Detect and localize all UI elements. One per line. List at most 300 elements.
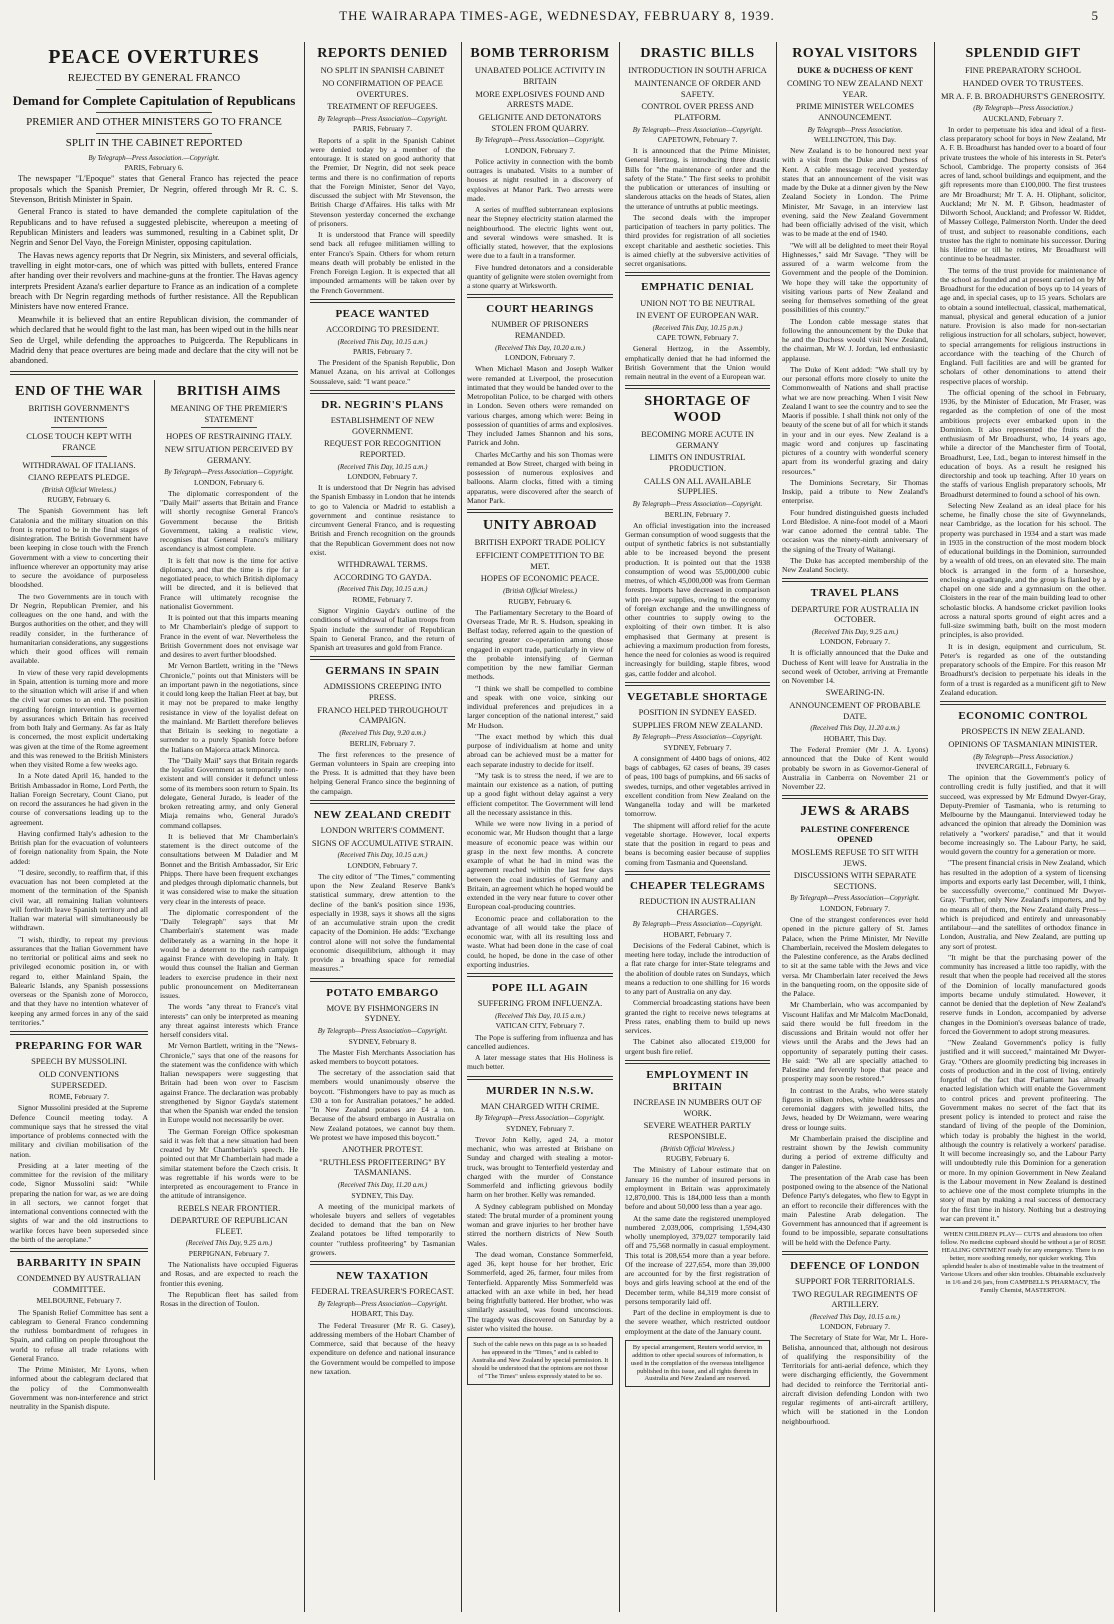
paragraph: General Hertzog, in the Assembly, emphatically denied that he had informed the British Government that the Union would remain neutral in the event of a European war.: [625, 344, 770, 382]
dateline-source: (Received This Day, 11.20 a.m.): [810, 724, 900, 733]
paragraph: "I desire, secondly, to reaffirm that, if this evacuation has not been completed at the moment of the termination of the Spanish civil war, all remaining Italian volunteers will forthwith leave Spanish territory and all Italian war material will simultaneously be withdrawn.: [10, 867, 148, 933]
dateline-source: By Telegraph—Press Association.—Copyright.: [88, 153, 220, 162]
paragraph: The Republican fleet has sailed from Rosas in the direction of Toulon.: [160, 1289, 298, 1309]
subheadline: MORE EXPLOSIVES FOUND AND ARRESTS MADE.: [475, 88, 605, 110]
paragraph: The words "any threat to France's vital interests" can only be interpreted as meaning any threat against interests which France herself considers vital.: [160, 1002, 298, 1040]
headline: ECONOMIC CONTROL: [958, 710, 1088, 723]
article-pope-ill: [467, 982, 613, 1071]
subheadline: SUFFERING FROM INFLUENZA.: [477, 998, 603, 1009]
paragraph: The dead woman, Constance Sommerfeld, aged 36, kept house for her brother, Eric Sommerfeld, aged 26, farmer, four miles from Tenterfield. Apparently Miss Sommerfeld was attacked with an axe while in bed, her head being frightfully battered. Her brother, who was similarly assaulted, was found unconscious. The tragedy was discovered on Saturday by a sister who visited the house.: [467, 1249, 613, 1333]
paragraph: "The exact method by which this dual purpose of individualism at home and unity abroad can be achieved must be a matter for each separate industry to decide for itself.: [467, 731, 613, 769]
subheadline: DUKE & DUCHESS OF KENT: [797, 65, 913, 76]
paragraph: It is understood that Dr Negrin has advised the Spanish Embassy in London that he intends to go to Valencia or Madrid to establish a government and continue resistance to circumvent General Franco, and is requesting British and French recognition on the grounds that the Republican Government does not now exist.: [310, 483, 455, 557]
dateline-place: LONDON, February 7.: [505, 145, 575, 155]
paragraph: Mr Chamberlain, who was accompanied by Viscount Halifax and Mr Malcolm MacDonald, said there would be full freedom in the discussions and Britain would not offer her views until the Arabs and the Jews had an opportunity of separately putting their cases. He said: "We all are specially attached to Palestine and fervently hope that peace and prosperity may soon be restored.": [782, 1000, 928, 1084]
dateline-place: HOBART, This Day.: [351, 1309, 414, 1319]
paragraph: Five hundred detonators and a considerable quantity of gelignite were stolen overnight from a stone quarry at Wirksworth.: [467, 262, 613, 291]
subheadline: NO CONFIRMATION OF PEACE OVERTURES.: [322, 78, 443, 99]
headline: POPE ILL AGAIN: [491, 982, 589, 995]
subheadline: WITHDRAWAL OF ITALIANS.: [22, 459, 136, 470]
paragraph: It is in design, equipment and curriculum, St. Peter's is regarded as one of the outstanding preparatory schools of the Empire. For this reason Mr Broadhurst's decision to perpetuate his ideals in the form of a trust is regarded as a munificent gift to New Zealand education.: [940, 641, 1106, 697]
article-new-taxation: [310, 1270, 455, 1376]
subheadline: POSITION IN SYDNEY EASED.: [638, 707, 757, 717]
dateline-source: (Received This Day, 10.15 p.m.): [652, 323, 743, 332]
paragraph: The city editor of "The Times," commenting upon the New Zealand Reserve Bank's statistical summary, drew attention to the decline of the bank's position since 1936, especially in 1938, says it shows all the signs of an accumulative strain upon the credit capacity of the Dominion. He adds: "Exchange control alone will not solve the fundamental economic disequilibrium, although it may provide a breathing space for remedial measures.": [310, 871, 455, 974]
dateline-source: By Telegraph—Press Association—Copyright.: [790, 894, 920, 903]
dateline-source: By Telegraph—Press Association—Copyright.: [632, 125, 763, 134]
paragraph: The Secretary of State for War, Mr L. Hore-Belisha, announced that, although not desirous of qualifying the responsibility of the Territorials for anti-aerial defence, which they were discharging efficiently, the Government had decided to reinforce the Territorial anti-aircraft division defending London with two regular regiments of anti-aircraft artillery, which will be stationed in the London neighbourhood.: [782, 1333, 928, 1426]
subheadline: COMING TO NEW ZEALAND NEXT YEAR.: [787, 78, 923, 99]
subheadline: NEW SITUATION PERCEIVED BY GERMANY.: [164, 443, 294, 465]
paragraph: It is announced that the Prime Minister, General Hertzog, is introducing three drastic Bills for "the maintenance of order and the safety of the State." The first seeks to prohibit the publication or utterances of insulting or slanderous attacks on the heads of States, alien the utterance of untruths at public meetings.: [625, 146, 770, 211]
headline: CHEAPER TELEGRAMS: [629, 879, 766, 892]
paragraph: The Master Fish Merchants Association has asked members to boycott potatoes.: [310, 1047, 455, 1066]
paragraph: While we were now living in a period of economic war, Mr Hudson thought that a large measure of economic peace was within our grasp in the next few months. A concrete example of what he had in mind was the agreement reached within the last few days between the coal industries of Germany and Britain, an agreement which he hoped would be extended in the very near future to cover other European coal-producing countries.: [467, 819, 613, 912]
subheadline: REQUEST FOR RECOGNITION REPORTED.: [324, 438, 441, 459]
subheadline: REDUCTION IN AUSTRALIAN CHARGES.: [639, 896, 756, 917]
paragraph: The Prime Minister, Mr Lyons, when informed about the cablegram declared that the policy of the Commonwealth Government was non-interference and strict neutrality in the Spanish dispute.: [10, 1365, 148, 1412]
dateline-source: (Received This Day, 10.15 a.m.): [337, 462, 428, 471]
article-preparing-for-war: [10, 1040, 148, 1244]
dateline-place: LONDON, February 7.: [347, 472, 418, 482]
dateline-place: LONDON, February 6.: [194, 477, 264, 487]
paragraph: The Ministry of Labour estimate that on January 16 the number of insured persons in employment in Britain was approximately 12,870,000. This is 184,000 less than a month before and about 50,000 less than a year ago.: [625, 1165, 770, 1212]
subheadline: FINE PREPARATORY SCHOOL: [965, 65, 1081, 76]
headline: SPLENDID GIFT: [965, 46, 1081, 61]
column-rule: [619, 42, 620, 1612]
subheadline: SIGNS OF ACCUMULATIVE STRAIN.: [311, 837, 454, 848]
subheadline: BRITISH GOVERNMENT'S INTENTIONS: [28, 403, 130, 424]
paragraph: Signor Virginio Gayda's outline of the conditions of withdrawal of Italian troops from Spain include the surrender of Republican Spain to General Franco, and the return of Spanish art treasures and gold from France.: [310, 606, 455, 653]
subheadline: NO SPLIT IN SPANISH CABINET: [320, 65, 445, 76]
dateline-place: PARIS, February 7.: [353, 347, 412, 357]
headline: PREPARING FOR WAR: [15, 1040, 143, 1053]
dateline-source: (Received This Day, 11.20 a.m.): [337, 1181, 428, 1190]
subheadline: TREATMENT OF REFUGEES.: [327, 101, 438, 112]
column-7: [940, 42, 1106, 1612]
paragraph: "It might be that the purchasing power of the community has increased a little too rapidly, with the result that when the people had received all the stores of the Dominion of locally manufactured goods imports became unduly stimulated. However, it cannot be denied that the depletion of New Zealand's reserve funds in London, accompanied by adverse changes in the Dominion's overseas balance of trade, forced the Government to adopt strong measures.: [940, 952, 1106, 1036]
headline: BRITISH AIMS: [177, 383, 281, 399]
headline: TRAVEL PLANS: [810, 587, 900, 600]
article-potato-embargo: [310, 987, 455, 1258]
subheadline: MOSLEMS REFUSE TO SIT WITH JEWS.: [791, 846, 919, 868]
dateline-source: By Telegraph—Press Association—Copyright.: [317, 1027, 448, 1036]
subheadline: FEDERAL TREASURER'S FORECAST.: [311, 1286, 454, 1297]
paragraph: "The present financial crisis in New Zealand, which has resulted in the adoption of a system of licensing imports and exports early last December, will, I think, be successfully overcome," continued Mr Dwyer-Gray. "Further, only New Zealand's importers, and by no means all of them, the New Zealand daily Press—which is prejudiced and entirely and unreasonably antilabour—and the satellites of orthodox finance in London, Australia, and New Zealand, are putting up any sort of protest.: [940, 858, 1106, 951]
paragraph: The diplomatic correspondent of the "Daily Mail" asserts that Britain and France will shortly recognise General Franco's Government because the British Government, taking a realistic view, recognises that General Franco's military ascendancy is almost complete.: [160, 488, 298, 554]
copyright-note: Such of the cable news on this page as is so headed has appeared in the "Times," and is cabled to Australia and New Zealand by special permission. It should be understood that the opinions are not those of "The Times" unless expressly stated to be so.: [467, 1337, 613, 1385]
page-number: 5: [1091, 8, 1098, 23]
article-reports-denied: [310, 46, 455, 295]
subheadline: EFFICIENT COMPETITION TO BE MET.: [475, 550, 605, 571]
paragraph: The Duke of Kent added: "We shall try by our personal efforts more closely to unite the Commonwealth of Nations and shall practise what we are now preaching. When I visit New Zealand I want to see the country and to see the Maoris if possible. I shall think not only of the beauty of the scene but of all for which it stands in your and in our eyes. New Zealand is a magic word and conjures up fascinating pictures of a country with wonderful scenery apart from its wonderful grazing and dairy resources.": [782, 364, 928, 476]
paragraph: The second deals with the improper participation of teachers in party politics. The third provides for registration of all societies except charitable and aesthetic societies. This is aimed chiefly at the subversive activities of secret organisations.: [625, 212, 770, 269]
subheadline: IN EVENT OF EUROPEAN WAR.: [636, 310, 759, 321]
dateline-source: By Telegraph—Press Association—Copyright.: [317, 1299, 448, 1308]
article-murder-nsw: [467, 1085, 613, 1334]
paragraph: A consignment of 4400 bags of onions, 402 bags of cabbages, 62 cases of beans, 39 cases of peas, 100 bags of pumpkins, and 66 sacks of swedes, turnips, and other vegetables arrived in excellent condition from New Zealand on the Wanganella today and will be marketed tomorrow.: [625, 753, 770, 819]
dateline-source: By Telegraph—Press Association—Copyright.: [475, 136, 605, 145]
subheadline: HANDED OVER TO TRUSTEES.: [962, 78, 1084, 89]
subheadline: MAINTENANCE OF ORDER AND SAFETY.: [634, 78, 761, 99]
subheadline: INCREASE IN NUMBERS OUT OF WORK.: [633, 1097, 762, 1118]
subheadline: Demand for Complete Capitulation of Republicans: [12, 92, 296, 108]
subheadline: OLD CONVENTIONS SUPERSEDED.: [38, 1068, 120, 1090]
dateline-place: ROME, February 7.: [49, 1092, 109, 1102]
subheadline: CIANO REPEATS PLEDGE.: [28, 472, 130, 483]
article-economic-control: [940, 710, 1106, 1223]
headline: NEW TAXATION: [336, 1270, 429, 1283]
dateline-place: LONDON, February 7.: [820, 637, 890, 647]
subheadline: LONDON WRITER'S COMMENT.: [320, 825, 445, 835]
paragraph: Mr Vernon Bartlett, writing in the "News-Chronicle," says that one of the reasons for the statement was the confidence with which Italian newspapers were suggesting that Britain had been won over to Fascism against France. The declaration was probably strengthened by Signor Gayda's statement that when the Spanish war ended the tension in Europe would not necessarily be over.: [160, 1041, 298, 1125]
headline: UNITY ABROAD: [483, 518, 597, 534]
subheadline: TWO REGULAR REGIMENTS OF ARTILLERY.: [792, 1288, 918, 1310]
article-jews-arabs: [782, 804, 928, 1247]
subheadline: MR A. F. B. BROADHURST'S GENEROSITY.: [941, 90, 1105, 101]
paragraph: The Parliamentary Secretary to the Board of Overseas Trade, Mr R. S. Hudson, speaking in Belfast today, referred again to the question of securing greater co-operation among those engaged in export trade, particularly in view of the probable intensifying of German competition by the new familiar German methods.: [467, 607, 613, 682]
subheadline: CONDEMNED BY AUSTRALIAN COMMITTEE.: [17, 1273, 141, 1294]
article-peace-overtures: [10, 46, 298, 367]
article-travel-plans: [782, 587, 928, 791]
dateline-place: PARIS, February 6.: [124, 163, 184, 173]
dateline-source: (British Official Wireless.): [42, 485, 116, 494]
advertisement: WHEN CHILDREN PLAY— CUTS and abrasions too often follow. No medicine cupboard should be without a jar of ROSE HEALING OINTMENT ready for any emergency. There is no better, more soothing remedy, nor quicker working. This splendid healer is also of inestimable value in the treatment of Varicose Ulcers and other skin troubles. Obtainable exclusively in 1/6 and 2/6 jars, from CAMPBELL'S PHARMACY, The Family Chemist, MASTERTON.: [940, 1227, 1106, 1294]
paragraph: The opinion that the Government's policy of controlling credit is fully justified, and that it will succeed, was expressed by Mr Edmund Dwyer-Gray, Deputy-Premier of Tasmania, who is returning to Melbourne by the Maunganui. Interviewed today he advanced the opinion that already the Dominion was relatively a "workers' paradise," and that it would become increasingly so. The Labour Party, he said, would govern the country for a generation or more.: [940, 773, 1106, 857]
subheadline: MAN CHARGED WITH CRIME.: [480, 1100, 600, 1111]
paragraph: Having confirmed Italy's adhesion to the British plan for the evacuation of volunteers of foreign nationality from Spain, the Note added:: [10, 828, 148, 866]
paragraph: The newspaper "L'Epoque" states that General Franco has rejected the peace proposals which the Spanish Premier, Dr Negrin, offered through Mr R. C. S. Stevenson, British Minister in Spain.: [10, 174, 298, 204]
headline: ROYAL VISITORS: [792, 46, 918, 61]
subheadline: SUPPORT FOR TERRITORIALS.: [795, 1275, 915, 1286]
headline: PEACE WANTED: [335, 307, 430, 320]
paragraph: "We will all be delighted to meet their Royal Highnesses," said Mr Savage. "They will be assured of a warm welcome from the Government and the people of the Dominion. We hope they will take the opportunity of visiting various parts of New Zealand and seeing for themselves something of the great possibilities of this country.": [782, 240, 928, 315]
subheadline: ANNOUNCEMENT OF PROBABLE DATE.: [789, 700, 921, 721]
article-drastic-bills: [625, 46, 770, 268]
dateline-source: (Received This Day, 9.25 a.m.): [811, 627, 899, 636]
subheadline: SEVERE WEATHER PARTLY RESPONSIBLE.: [643, 1120, 752, 1141]
dateline-place: WELLINGTON, This Day.: [813, 135, 897, 145]
headline: DRASTIC BILLS: [640, 46, 755, 61]
paragraph: In a Note dated April 16, handed to the British Ambassador in Rome, Lord Perth, the Italian Foreign Secretary, Count Ciano, put on record the assurances he had given in the course of conversations leading up to the agreement.: [10, 771, 148, 827]
subheadline: SWEARING-IN.: [825, 687, 885, 698]
paragraph: The secretary of the association said that members would unanimously observe the boycott. "Fishmongers have to pay as much as £30 a ton for Australian potatoes," he added. "In New Zealand potatoes are £4 a ton. Because of the absurd embargo in Australia on New Zealand potatoes, we cannot buy them. We protest we have imposed this boycott.": [310, 1068, 455, 1142]
subheadline: CONTROL OVER PRESS AND PLATFORM.: [641, 101, 754, 122]
headline: JEWS & ARABS: [800, 804, 910, 820]
subheadline: "RUTHLESS PROFITEERING" BY TASMANIANS.: [319, 1156, 446, 1178]
paragraph: Charles McCarthy and his son Thomas were remanded at Bow Street, charged with being in possession of numerous explosives and balloons. Alarm clocks, fitted with a timing apparatus, were discovered after the search of Manor Park.: [467, 449, 613, 505]
dateline-source: (Received This Day, 9.20 a.m.): [339, 728, 426, 737]
dateline-source: (Received This Day, 9.25 a.m.): [185, 1239, 273, 1248]
left-block: [10, 42, 298, 1612]
dateline-source: (Received This Day, 10.15 a.m.): [337, 851, 428, 860]
paragraph: The Spanish Government has left Catalonia and the military situation on this front is reported to be in the final stages of disintegration. The British Government have been keeping in close touch with the French Government with a view to concerting their influence wherever an opportunity may arise to secure the avoidance of purposeless bloodshed.: [10, 506, 148, 590]
subheadline: SPLIT IN THE CABINET REPORTED: [65, 136, 243, 149]
dateline-place: AUCKLAND, February 7.: [982, 113, 1064, 123]
article-cheaper-telegrams: [625, 880, 770, 1056]
paragraph: "I think we shall be compelled to combine and speak with one voice, sinking our individual preferences and prejudices in a larger conception of the national interest," said Mr Hudson.: [467, 683, 613, 730]
headline: DEFENCE OF LONDON: [790, 1259, 920, 1272]
dateline-source: By Telegraph—Press Association—Copyright.: [632, 733, 763, 742]
paragraph: Economic peace and collaboration to the advantage of all would take the place of economic war, with all its resulting loss and waste. What had been done in the case of coal could, he hoped, be done in the case of other exporting industries.: [467, 913, 613, 969]
article-unity-abroad: [467, 518, 613, 969]
masthead: [0, 4, 1114, 26]
left-subcol-1: [10, 380, 148, 1480]
subheadline: HOPES OF ECONOMIC PEACE.: [480, 573, 600, 584]
dateline-source: By Telegraph—Press Association.: [807, 125, 903, 134]
headline: NEW ZEALAND CREDIT: [313, 808, 452, 821]
subheadline: SPEECH BY MUSSOLINI.: [31, 1056, 127, 1067]
headline: VEGETABLE SHORTAGE: [627, 690, 768, 703]
dateline-source: By Telegraph—Press Association—Copyright.: [475, 1114, 605, 1123]
subheadline: DEPARTURE OF REPUBLICAN FLEET.: [170, 1215, 288, 1236]
reuters-note: By special arrangement, Reuters world service, in addition to other special sources of information, is used in the compilation of the overseas intelligence published in this issue, and all rights therein in Australia and New Zealand are reserved.: [625, 1340, 770, 1388]
paragraph: Meanwhile it is believed that an entire Republican division, the commander of which declared that he would fight to the last man, has been wiped out in the hills near Seo de Urgel, while defending the approaches to Puigcerda. The Republicans in Madrid deny that peace overtures are being made and declare that the city will not be abandoned.: [10, 314, 298, 366]
subheadline: REJECTED BY GENERAL FRANCO: [67, 72, 241, 84]
subheadline: PROSPECTS IN NEW ZEALAND.: [961, 726, 1085, 737]
paragraph: The official opening of the school in February, 1936, by the Minister of Education, Mr Fraser, was regarded as the completion of one of the most ambitious projects ever embarked upon in the Dominion. It also represented the fruits of the enthusiasm of Mr Broadhurst, who, 14 years ago, while a director of the Manchester firm of Tootal, Broadhurst, Lee, Ltd., began to interest himself in the education of boys. As a result he resigned his directorship and took up teaching. After 10 years on the staffs of various English preparatory schools, Mr Broadhurst determined to found a school of his own.: [940, 387, 1106, 499]
subheadline: WITHDRAWAL TERMS.: [337, 559, 428, 570]
headline: EMPHATIC DENIAL: [641, 281, 754, 294]
subheadline: SUPPLIES FROM NEW ZEALAND.: [632, 719, 763, 730]
paragraph: In view of these very rapid developments in Spain, attention is turning more and more to the situation which will arise if and when the civil war comes to an end. The position regarding foreign intervention is governed by assurances which Britain has received from both Italy and Germany. As far as Italy is concerned, the most explicit undertaking was given at the time of the Rome agreement and this was renewed to the British Ministers when they visited Rome a few weeks ago.: [10, 667, 148, 770]
subheadline: UNION NOT TO BE NEUTRAL: [640, 297, 755, 308]
paragraph: It is understood that France will speedily send back all refugee militiamen willing to enter Franco's Spain. Others for whom return means death will probably be enlisted in the French Foreign Legion. It is expected that all impounded armaments will be taken over by the French Government.: [310, 230, 455, 295]
article-nz-credit: [310, 809, 455, 974]
subheadline: PALESTINE CONFERENCE OPENED: [800, 823, 910, 845]
subheadline: FRANCO HELPED THROUGHOUT CAMPAIGN.: [317, 704, 448, 726]
dateline-place: LONDON, February 7.: [820, 1322, 890, 1332]
dateline-source: By Telegraph—Press Association—Copyright.: [632, 920, 763, 929]
column-6: [782, 42, 928, 1612]
paragraph: Reports of a split in the Spanish Cabinet were denied today by a member of the entourage. It is stated on good authority that the Premier, Dr Negrin, did not seek peace terms and there is no confirmation of reports that the Foreign Minister, Senor del Vayo, discussed the subject with Mr Stevenson, the British Charge d'Affaires. His talks with Mr Stevenson yesterday concerned the exchange of prisoners.: [310, 135, 455, 228]
paragraph: A later message states that His Holiness is much better.: [467, 1053, 613, 1072]
subheadline: MOVE BY FISHMONGERS IN SYDNEY.: [326, 1002, 439, 1024]
dateline-source: (Received This Day, 10.15 a.m.): [337, 585, 428, 594]
subheadline: BRITISH EXPORT TRADE POLICY: [474, 537, 606, 548]
dateline-place: SYDNEY, February 8.: [348, 1036, 417, 1046]
dateline-source: (Received This Day, 10.15 a.m.): [337, 337, 428, 346]
paragraph: The Pope is suffering from influenza and has cancelled audiences.: [467, 1032, 613, 1051]
dateline-place: ROME, February 7.: [352, 595, 413, 604]
paragraph: Presiding at a later meeting of the committee for the revision of the military code, Signor Mussolini said: "While preparing the nation for war, as we are doing in all sectors, we cannot forget that international conventions connected with the sights of war and the old instructions to warlike forces have been superseded since the birth of the aeroplane.": [10, 1160, 148, 1244]
article-vegetable-shortage: [625, 691, 770, 867]
dateline-place: SYDNEY, February 7.: [506, 1123, 574, 1133]
paragraph: At the same date the registered unemployed numbered 2,039,006, comprising 1,594,430 wholly unemployed, 379,027 temporarily laid off and 75,568 normally in casual employment. This total is 208,654 more than a year before. Of the increase of 227,654, more than 39,000 are accounted for by the first registration of boys and girls leaving school at the end of the December term, while 84,319 more consist of persons temporarily laid off.: [625, 1213, 770, 1306]
paragraph: Four hundred distinguished guests included Lord Bledisloe. A nine-foot model of a Maori war canoe adorned the central table. The occasion was the ninety-ninth anniversary of the signing of the Treaty of Waitangi.: [782, 507, 928, 554]
headline: POTATO EMBARGO: [326, 986, 439, 999]
subheadline: UNABATED POLICE ACTIVITY IN BRITAIN: [474, 65, 606, 87]
subheadline: REBELS NEAR FRONTIER.: [177, 1202, 281, 1213]
paragraph: It is officially announced that the Duke and Duchess of Kent will leave for Australia in the second week of October, arriving at Fremantle on November 14.: [782, 648, 928, 686]
left-subcol-2: [160, 380, 298, 1480]
paragraph: The first references to the presence of German volunteers in Spain are creeping into the Press. It is admitted that they have been helping General Franco since the beginning of the campaign.: [310, 749, 455, 796]
subheadline: CLOSE TOUCH KEPT WITH FRANCE: [26, 431, 132, 452]
paragraph: One of the strangest conferences ever held opened in the picture gallery of St. James Palace, when the Prime Minister, Mr Neville Chamberlain, received the Moslem delegates to the Palestine conference, as the Arabs declined to sit at the same table with the Jews and vice versa. Mr Chamberlain later received the Jews in the banqueting room, on the opposite side of the Palace.: [782, 915, 928, 999]
article-defence-of-london: [782, 1260, 928, 1426]
dateline-place: BERLIN, February 7.: [349, 738, 416, 748]
paragraph: Mr Chamberlain praised the discipline and restraint shown by the Jewish community during a period of extreme difficulty and danger in Palestine.: [782, 1133, 928, 1171]
paragraph: Decisions of the Federal Cabinet, which is meeting here today, include the introduction of a flat rate charge for inter-State telegrams and the abolition of double rates on Sundays, which means a reduction to one shilling for 16 words to any part of Australia on any day.: [625, 940, 770, 997]
headline: BOMB TERRORISM: [470, 46, 610, 61]
headline: GERMANS IN SPAIN: [325, 665, 440, 678]
subheadline: PRIME MINISTER WELCOMES ANNOUNCEMENT.: [796, 101, 914, 122]
dateline-place: LONDON, February 7.: [820, 903, 890, 913]
paragraph: New Zealand is to be honoured next year with a visit from the Duke and Duchess of Kent. A cable message received yesterday states that an announcement of the visit was made by the Duke at a dinner given by the New Zealand Society in London. The Prime Minister, Mr Savage, in an interview last evening, said the New Zealand Government had been officially advised of the visit, which was to be made at the end of 1940.: [782, 146, 928, 239]
paragraph: The Spanish Relief Committee has sent a cablegram to General Franco condemning the ruthless bombardment of refugees in Spain, and calling on people throughout the world to refuse all trade relations with General Franco.: [10, 1307, 148, 1363]
dateline-place: SYDNEY, This Day.: [351, 1190, 414, 1200]
paragraph: A series of muffled subterranean explosions near the Stepney electricity station alarmed the neighbourhood. The electric lights went out, and several windows were smashed. It is officially stated, however, that the explosions were due to a fault in a transformer.: [467, 205, 613, 261]
paragraph: When Michael Mason and Joseph Walker were remanded at Liverpool, the prosecution intimated that they would be handed over to the Metropolitan Police, to be charged with others in London. Seven others were remanded on various charges, among which were: Being in possession of quantities of arms and explosives. They included James Shannon and his sons, Patrick and John.: [467, 364, 613, 448]
paragraph: In order to perpetuate his idea and ideal of a first-class preparatory school for boys in New Zealand, Mr A. F. B. Broadhurst has handed over to a board of four private trustees the whole of his interests in St. Peter's School, Cambridge. The property consists of 364 acres of land, school buildings and equipment, and the gift represents more than £100,000. The first trustees are Mr Broadhurst; Mr T. A. H. Oliphant, solicitor, Auckland; Mr N. M. P. Gibson, headmaster of Dilworth School, Auckland; and Professor W. Riddet, of Massey College, Palmerston North. Under the deed of trust, and subject to reasonable conditions, each trustee has the right to nominate his successor. During his lifetime or till he retires, Mr Broadhurst will continue to be headmaster.: [940, 124, 1106, 264]
dateline-place: RUGBY, February 6.: [508, 596, 572, 606]
dateline-place: LONDON, February 7.: [505, 353, 575, 363]
dateline-source: (Received This Day, 10.15 a.m.): [495, 1011, 585, 1020]
dateline-place: INVERCARGILL, February 6.: [976, 762, 1070, 772]
article-splendid-gift: [940, 46, 1106, 697]
dateline-source: (British Official Wireless.): [503, 586, 577, 595]
paragraph: General Franco is stated to have demanded the complete capitulation of the Republicans and to have refused a suggested plebiscite, whereupon a meeting of Republican Ministers and leaders was summoned, resulting in a Cabinet split, Dr Negrin and Senor Del Vayo, the Foreign Minister, opposing capitulation.: [10, 207, 298, 248]
article-barbarity-in-spain: [10, 1257, 148, 1411]
dateline-place: PARIS, February 7.: [353, 124, 412, 134]
dateline-place: LONDON, February 7.: [347, 860, 418, 870]
dateline-source: By Telegraph—Press Association—Copyright.: [632, 499, 763, 508]
paragraph: The Dominions Secretary, Sir Thomas Inskip, paid a tribute to New Zealand's enterprise.: [782, 477, 928, 506]
subheadline: HOPES OF RESTRAINING ITALY.: [166, 431, 292, 442]
dateline-place: SYDNEY, February 7.: [663, 742, 732, 752]
dateline-source: (By Telegraph—Press Association.): [973, 104, 1073, 113]
dateline-place: PERPIGNAN, February 7.: [188, 1248, 270, 1258]
paragraph: It is believed that Mr Chamberlain's statement is the direct outcome of the consultations between M Daladier and M Bonnet and the British Ambassador, Sir Eric Phipps. There have been frequent exchanges and pledges through diplomatic channels, but it was considered wise to make the situation very clear in the interests of peace.: [160, 831, 298, 906]
dateline-place: CAPE TOWN, February 7.: [656, 333, 739, 343]
dateline-place: RUGBY, February 6.: [665, 1154, 730, 1164]
paragraph: The terms of the trust provide for maintenance of the school as founded and at present carried on by Mr Broadhurst for the education of boys up to 14 years of age and, in special cases, up to 15 years. Scholars are to obtain a sound intellectual, classical, mathematical, manual, physical and general education of a junior nature. Provision is also made for non-sectarian religious instruction for all scholars, subject, however, to special arrangements for religious instructions in accordance with the teaching of the Church of England. Full facilities are and will be granted for scholars of other denominations to attend their respective places of worship.: [940, 265, 1106, 386]
paragraph: "New Zealand Government's policy is fully justified and it will succeed," maintained Mr Dwyer-Gray. "Others are gloomily predicting big increases in costs of production and in the cost of living, entirely forgetful of the fact that Parliament has already enacted legislation which will enable the Government to control prices and prevent profiteering. The Government makes no secret of the fact that its present policy is intended to protect and raise the standard of living of the people of the Dominion, which today is probably the highest in the world, although the country is relatively a workers' paradise. It will become increasingly so, and the Labour Party will undoubtedly rule this Dominion for a generation or more. In my opinion Government in New Zealand is the Labour movement in New Zealand is destined to achieve one of the most complete triumphs in the story of man by making a real success of democracy for the first time in history. Nothing but a destroying war can prevent it.": [940, 1038, 1106, 1223]
column-rule: [776, 42, 777, 1612]
headline: SHORTAGE OF WOOD: [644, 394, 751, 425]
paragraph: Signor Mussolini presided at the Supreme Defence Council meeting today. A communique says that he stressed the vital importance of problems connected with the military and civilian mobilisation of the nation.: [10, 1103, 148, 1159]
dateline-source: By Telegraph—Press Association—Copyright.: [317, 114, 448, 123]
paragraph: Police activity in connection with the bomb outrages is unabated. Visits to a number of houses at night resulted in a discovery of explosives at Manor Park. Two arrests were made.: [467, 156, 613, 203]
paragraph: Part of the decline in employment is due to the severe weather, which restricted outdoor employment at the date of the January count.: [625, 1308, 770, 1336]
subheadline: GELIGNITE AND DETONATORS STOLEN FROM QUARRY.: [478, 111, 602, 133]
paragraph: It is felt that now is the time for active diplomacy, and that the time is ripe for a negotiated peace, to which British diplomacy will be directed, and it is believed that France will ultimately recognise the nationalist Government.: [160, 555, 298, 611]
headline: END OF THE WAR: [15, 383, 143, 399]
paragraph: "I wish, thirdly, to repeat my previous assurances that the Italian Government have no territorial or political aims and seek no privileged economic position in, or with regard to, either Mainland Spain, the Balearic Islands, any Spanish possessions overseas or the Spanish zone of Morocco, and that they have no intention whatever of keeping any armed forces in any of the said territories.": [10, 934, 148, 1027]
subheadline: ADMISSIONS CREEPING INTO PRESS.: [323, 681, 442, 703]
paragraph: Selecting New Zealand as an ideal place for his scheme, he finally chose the site of Gwynnelands, near Cambridge, as the location for his school. The property was purchased in 1934 and a start was made in 1935 in the construction of the most modern block of educational buildings in the Dominion, surrounded by a wealth of old trees, on an elevated site. The main block is arranged in the form of a horseshoe, enclosing a quadrangle, and the group is flanked by a chapel on one side and a gymnasium on the other. Cloisters in the rear of the main building lead to other scholastic blocks. A handsome cricket pavilion looks across a natural sports ground of eight acres and a full-size swimming bath, built on the most modern principles, is also provided.: [940, 500, 1106, 640]
article-court-hearings: [467, 303, 613, 505]
paragraph: An official investigation into the increased German consumption of wood suggests that the output of synthetic fabrics is not substantially able to be increased beyond the present production. It is pointed out that the 1938 consumption of wood was 55,000,000 cubic metres, of which 45,000,000 was from German forests. Imports have decreased in comparison with pre-war supplies, owing to the economy of foreign exchange and the unwillingness of other countries to supply owing to the exploiting of their own timber. It is also emphasised that Germany at present is achieving a maximum production from forests, hence the need for colonies as wood is required increasingly for building, staple fibres, wood gas, cattle fodder and alcohol.: [625, 520, 770, 678]
headline: REPORTS DENIED: [317, 46, 448, 61]
subheadline: ESTABLISHMENT OF NEW GOVERNMENT.: [330, 415, 435, 436]
paragraph: The diplomatic correspondent of the "Daily Telegraph" says that Mr Chamberlain's statement was made deliberately as a warning in the hope it would be a deterrent to the rash campaign against France with developing in Italy. It would thus counsel the Italian and German leaders to exercise prudence in their next public pronouncement on Mediterranean issues.: [160, 907, 298, 1001]
article-royal-visitors: [782, 46, 928, 574]
paragraph: It is pointed out that this imparts meaning to Mr Chamberlain's pledge of support to France in the event of war. Nevertheless the British Government does not envisage war and desires to avert further bloodshed.: [160, 613, 298, 660]
subheadline: DEPARTURE FOR AUSTRALIA IN OCTOBER.: [791, 603, 919, 625]
paragraph: A Sydney cablegram published on Monday stated: The brutal murder of a prominent young woman and grave injuries to her brother have stirred the northern districts of New South Wales.: [467, 1201, 613, 1248]
article-peace-wanted: [310, 308, 455, 386]
paragraph: The German Foreign Office spokesman said it was felt that a new situation had been created by Mr Chamberlain's speech. He pointed out that Mr Chamberlain had made a similar statement before the Czech crisis. It was regrettable if his words were to be interpreted as encouragement to France in the attitude of intransigence.: [160, 1126, 298, 1201]
article-emphatic-denial: [625, 281, 770, 381]
paragraph: The Havas news agency reports that Dr Negrin, six Ministers, and several officials, travelling in eight motor-cars, one of which was pitted with bullets, entered France after handing over their revolvers and machine-guns at the frontier. The Havas agency interprets President Azana's earlier departure to France as an indication of a complete breach with Dr Negrin regarding methods of further resistance. All the Republican Ministers have now entered France.: [10, 250, 298, 312]
column-rule: [461, 42, 462, 1612]
column-rule: [304, 42, 305, 1612]
subheadline: OPINIONS OF TASMANIAN MINISTER.: [948, 738, 1098, 749]
subheadline: PREMIER AND OTHER MINISTERS GO TO FRANCE: [26, 116, 282, 128]
article-british-aims: [160, 384, 298, 1309]
paragraph: Trevor John Kelly, aged 24, a motor mechanic, who was arrested at Brisbane on Sunday and charged with stealing a motor-truck, was brought to Tenterfield yesterday and charged with the murder of Constance Sommerfeld and inflicting grievous bodily harm on her brother. Kelly was remanded.: [467, 1134, 613, 1200]
dateline-place: MELBOURNE, February 7.: [36, 1296, 122, 1306]
dateline-source: (Received This Day, 10.15 a.m.): [810, 1312, 900, 1321]
headline: BARBARITY IN SPAIN: [16, 1257, 142, 1270]
subheadline: DISCUSSIONS WITH SEPARATE SECTIONS.: [793, 870, 917, 891]
article-employment-britain: [625, 1069, 770, 1336]
subheadline: LIMITS ON INDUSTRIAL PRODUCTION.: [649, 452, 746, 474]
headline: DR. NEGRIN'S PLANS: [321, 398, 444, 411]
dateline-place: HOBART, This Day.: [823, 733, 887, 743]
subheadline: MEANING OF THE PREMIER'S STATEMENT: [170, 403, 288, 424]
subheadline: INTRODUCTION IN SOUTH AFRICA: [628, 65, 767, 76]
paragraph: The Cabinet also allocated £19,000 for urgent bush fire relief.: [625, 1037, 770, 1056]
subheadline: BECOMING MORE ACUTE IN GERMANY: [640, 429, 755, 450]
dateline-place: BERLIN, February 7.: [664, 509, 731, 519]
column-5: [625, 42, 770, 1612]
paragraph: The shipment will afford relief for the acute vegetable shortage. However, local experts state that the position in regard to peas and beans is becoming easier because of supplies coming from Tasmania and Queensland.: [625, 820, 770, 867]
headline: COURT HEARINGS: [486, 303, 594, 316]
paragraph: The Nationalists have occupied Figueras and Rosas, and are expected to reach the frontier this evening.: [160, 1260, 298, 1288]
subheadline: NUMBER OF PRISONERS REMANDED.: [491, 319, 589, 341]
headline: PEACE OVERTURES: [48, 46, 260, 68]
paragraph: The Federal Premier (Mr J. A. Lyons) announced that the Duke of Kent would probably be sworn in as Governor-General of Australia in Canberra on November 21 or November 22.: [782, 745, 928, 791]
paragraph: Commercial broadcasting stations have been granted the right to receive news telegrams at Press rates, enabling them to build up news services.: [625, 998, 770, 1036]
paragraph: Mr Vernon Bartlett, writing in the "News Chronicle," points out that Ministers will be an important pawn in the negotiations, since it could long keep the Italian Fleet at bay, but it may not be prepared to make lengthy resistance in view of the loyalist defeat on the mainland. Mr Bartlett therefore believes that Britain is seeking to negotiate a surrender to a purely Spanish force before the Italians on Majorca attack Minorca.: [160, 661, 298, 754]
column-4: [467, 42, 613, 1612]
dateline-source: (British Official Wireless.): [660, 1144, 735, 1153]
article-shortage-of-wood: [625, 394, 770, 677]
dateline-place: VATICAN CITY, February 7.: [495, 1021, 585, 1031]
column-3: [310, 42, 455, 1612]
newspaper-title: THE WAIRARAPA TIMES-AGE, WEDNESDAY, FEBRUARY 8, 1939.: [339, 8, 775, 23]
headline: MURDER IN N.S.W.: [486, 1084, 594, 1097]
article-end-of-war: [10, 384, 148, 1028]
article-negrin-plans: [310, 399, 455, 652]
column-rule: [934, 42, 935, 1612]
subheadline: ACCORDING TO GAYDA.: [333, 571, 432, 582]
paragraph: The President of the Spanish Republic, Don Manuel Azana, on his arrival at Collonges Soussaleve, said: "I want peace.": [310, 358, 455, 386]
paragraph: A meeting of the municipal markets of wholesale buyers and sellers of vegetables decided to demand that the ban on New Zealand potatoes be lifted temporarily to counter "ruthless profiteering" by Tasmanian growers.: [310, 1201, 455, 1257]
paragraph: "My task is to stress the need, if we are to maintain our existence as a nation, of putting up a good fight without delay against a very efficient competitor. The Government will lend all the necessary assistance in this.: [467, 770, 613, 817]
article-germans-in-spain: [310, 665, 455, 796]
paragraph: In contrast to the Arabs, who were stately figures in silken robes, white headdresses and ceremonial daggers with jewelled hilts, the Jews, headed by Dr Weizmann, were wearing dress or lounge suits.: [782, 1085, 928, 1132]
paragraph: The presentation of the Arab case has been postponed owing to the absence of the National Defence Party's delegates, who flew to Egypt in an effort to reconcile their differences with the main Palestine Arab delegation. The Government has announced that if agreement is found to be impossible, separate consultations will be held with the Defence Party.: [782, 1172, 928, 1247]
headline: EMPLOYMENT IN BRITAIN: [646, 1068, 749, 1094]
paragraph: The "Daily Mail" says that Britain regards the loyalist Government as temporarily non-existent and will consider it defunct unless some of its members soon return to Spain. Its delegate, General Jurado, is leader of the broken retreating army, and only General Miaja remains who, General Jurado's command collapses.: [160, 755, 298, 830]
article-bomb-terrorism: [467, 46, 613, 290]
subheadline: ACCORDING TO PRESIDENT.: [325, 323, 440, 334]
paragraph: The Duke has accepted membership of the New Zealand Society.: [782, 555, 928, 575]
dateline-place: HOBART, February 7.: [663, 929, 732, 939]
subheadline: CALLS ON ALL AVAILABLE SUPPLIES.: [643, 475, 752, 497]
dateline-place: RUGBY, February 6.: [47, 495, 111, 505]
paragraph: The two Governments are in touch with Dr Negrin, Republican Premier, and his colleagues on the one hand, and with the Burgos authorities on the other, and they will readily consider, in the furtherance of humanitarian considerations, any suggestions which their good offices will remain available.: [10, 591, 148, 666]
dateline-source: (By Telegraph—Press Association.): [973, 752, 1073, 761]
paragraph: The London cable message states that following the announcement by the Duke that he and the Duchess would visit New Zealand, the chairman, Mr W. J. Jordan, led enthusiastic applause.: [782, 316, 928, 363]
dateline-source: By Telegraph—Press Association—Copyright.: [164, 468, 294, 477]
subheadline: ANOTHER PROTEST.: [341, 1144, 424, 1155]
dateline-source: (Received This Day, 10.20 a.m.): [495, 343, 585, 352]
dateline-place: CAPETOWN, February 7.: [657, 135, 738, 145]
